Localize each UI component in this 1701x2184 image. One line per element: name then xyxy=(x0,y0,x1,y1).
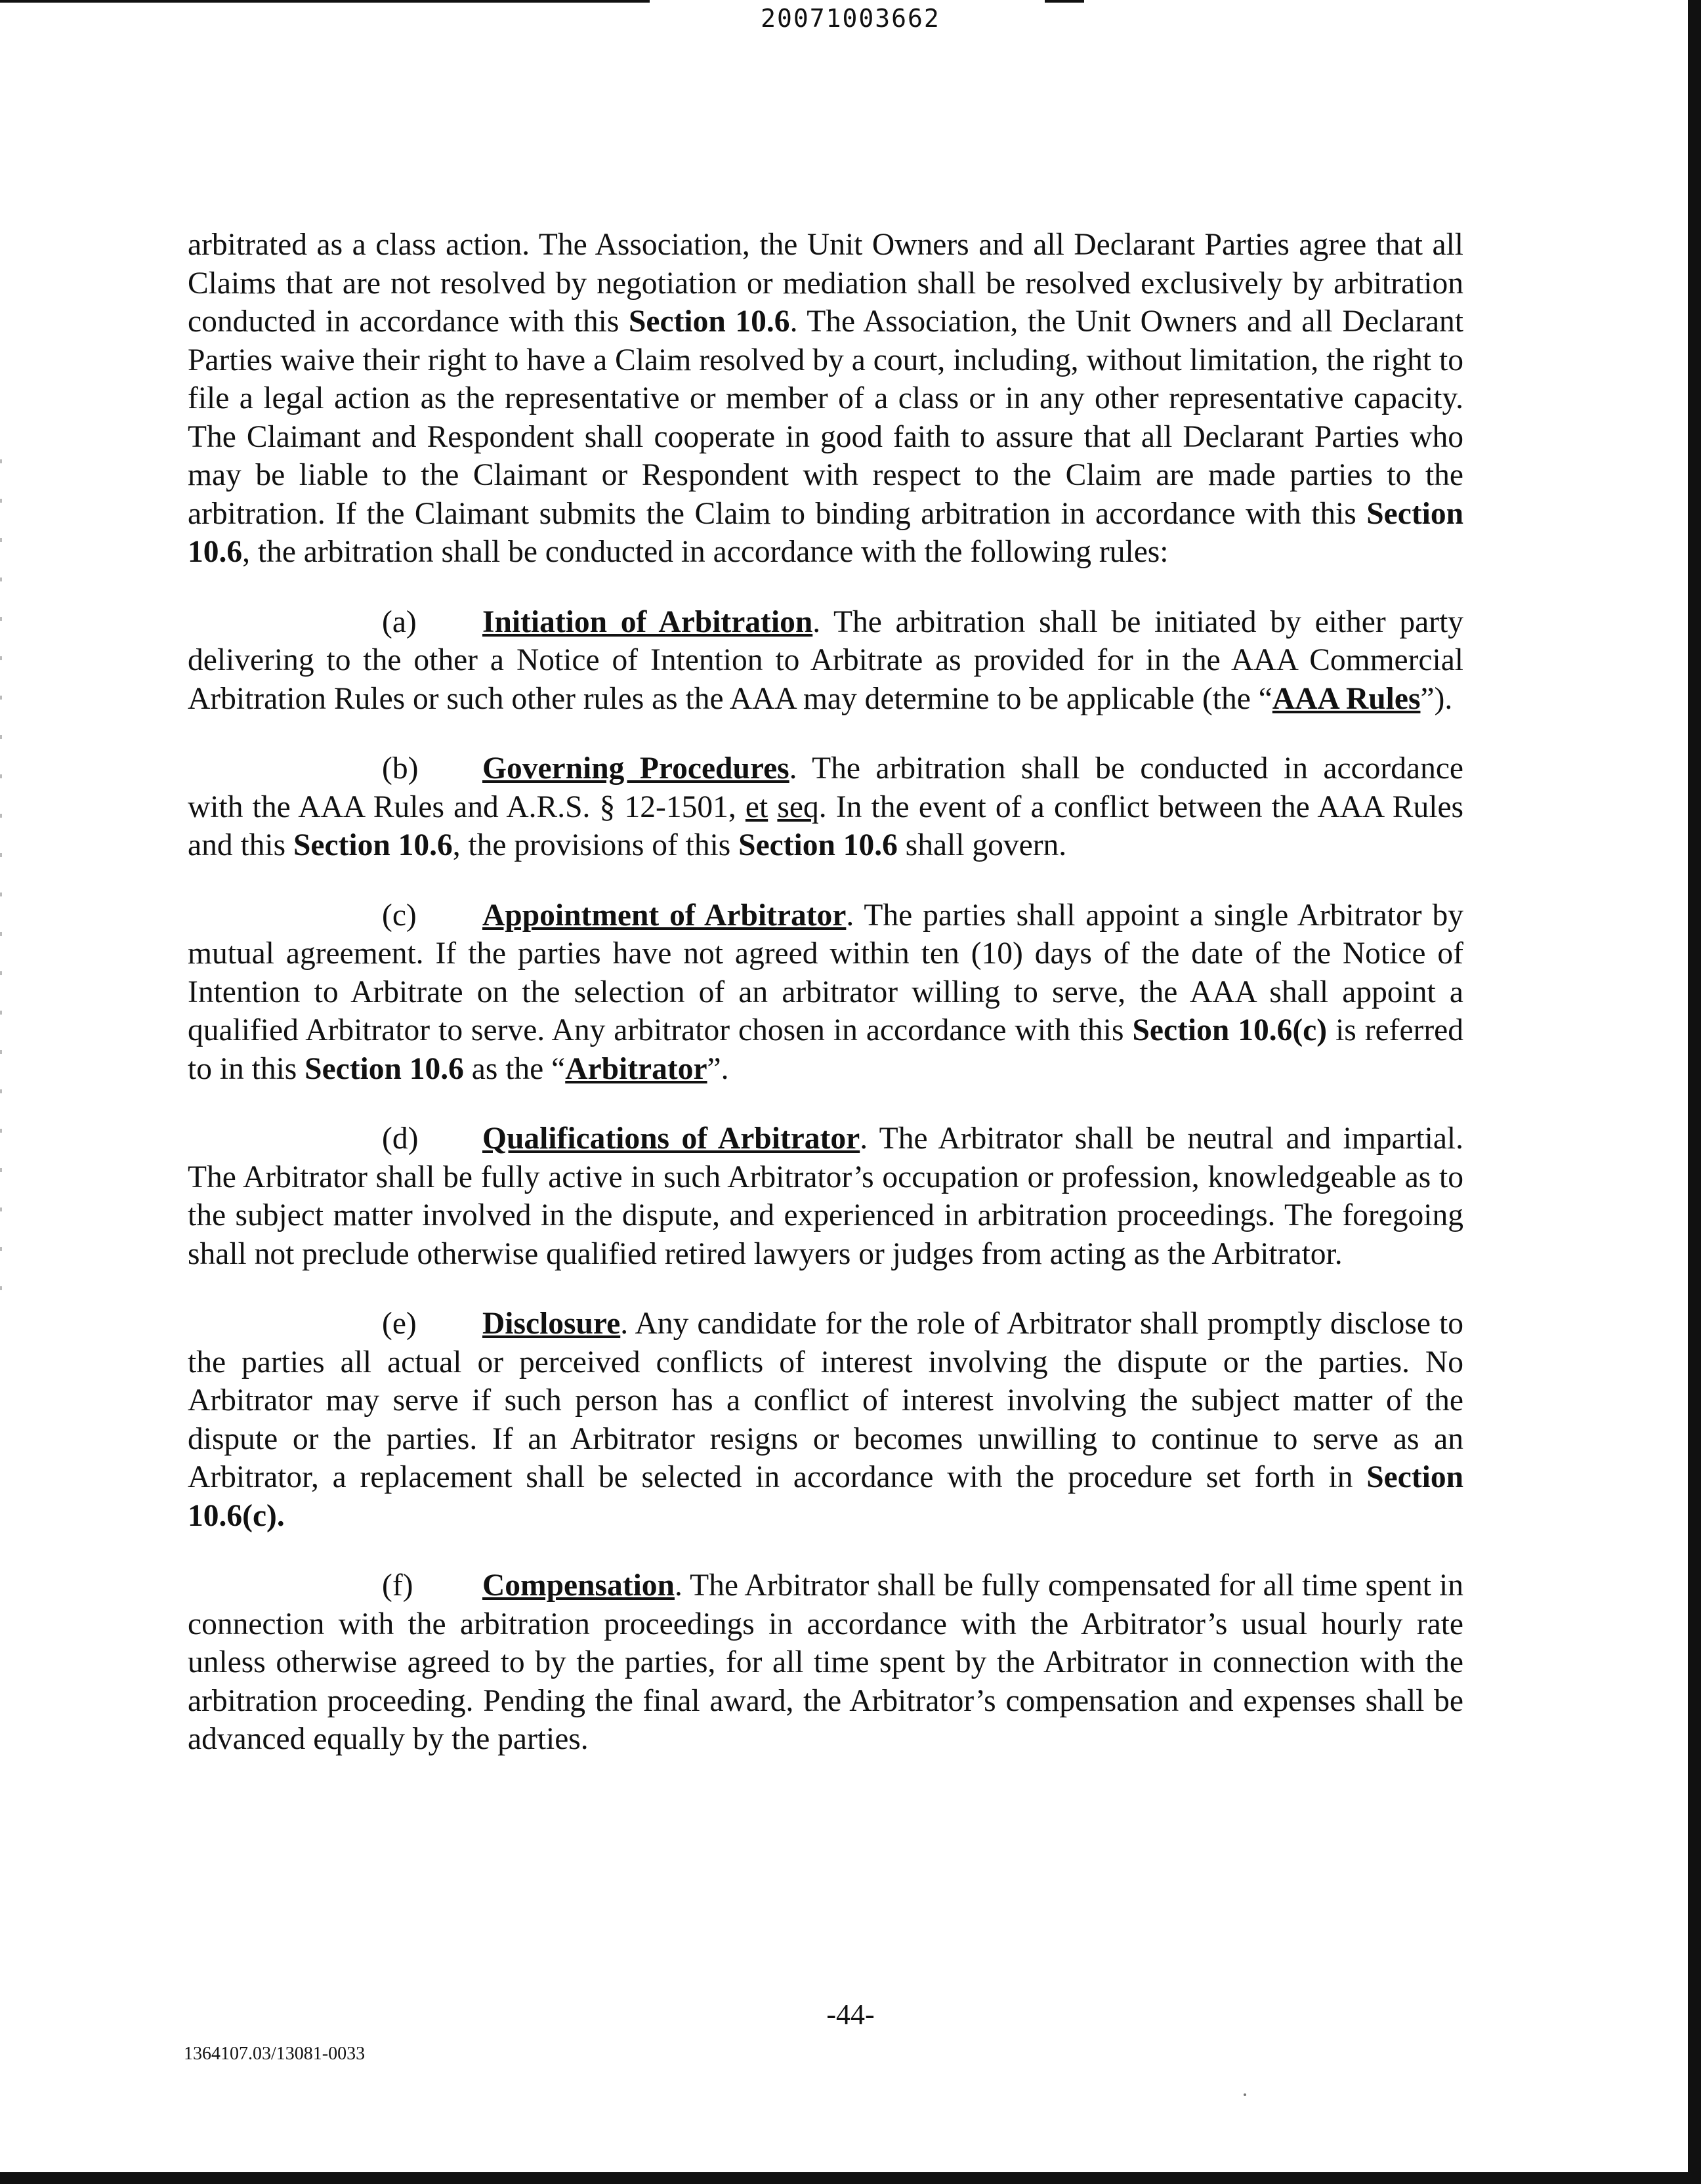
clause-heading: Compensation xyxy=(482,1568,675,1603)
clause-text: . The arbitration shall be initiated by either party delivering to the other a Notice of Intention to Arbitrate as provided for in the AAA Commercial Arbitration Rules or such other rules as the AAA may determine to be applicable (the “ xyxy=(188,604,1464,716)
clause-heading: Disclosure xyxy=(482,1307,621,1341)
top-scan-rule-short xyxy=(1045,0,1084,3)
clause-text: shall govern. xyxy=(897,828,1067,862)
clause-heading: Qualifications of Arbitrator xyxy=(482,1122,860,1156)
section-ref: Section 10.6 xyxy=(738,828,898,862)
clause-letter: (e) xyxy=(382,1307,417,1341)
clause-text: . Any candidate for the role of Arbitrator shall promptly disclose to the parties all actual or perceived conflicts of interest involving the dispute or the parties. No Arbitrator may serve if such person has a conflict of interest involving the subject matter of the dispute or the parties. If an Arbitrator resigns or becomes unwilling to continue to serve as an Arbitrator, a replacement shall be selected in accordance with the procedure set forth in xyxy=(188,1307,1463,1494)
clause-c xyxy=(188,896,1463,1089)
clause-heading: Initiation of Arbitration xyxy=(482,604,813,639)
section-ref: Section 10.6(c) xyxy=(1132,1013,1328,1047)
section-ref: Section 10.6 xyxy=(188,496,1463,569)
intro-text-3: , the arbitration shall be conducted in accordance with the following rules: xyxy=(242,535,1169,569)
latin-seq: seq xyxy=(777,789,819,824)
section-ref: Section 10.6 xyxy=(629,304,790,339)
bottom-scan-border xyxy=(0,2172,1701,2184)
clause-letter: (c) xyxy=(382,898,417,933)
left-edge-specks xyxy=(0,459,2,1312)
clause-letter: (b) xyxy=(382,751,419,786)
scan-speck xyxy=(1244,2093,1246,2096)
clause-text: as the “ xyxy=(463,1051,566,1086)
clause-text: . The arbitration shall be conducted in accordance with the AAA Rules and A.R.S. § 12-1501, xyxy=(188,751,1463,824)
document-number: 20071003662 xyxy=(761,4,940,33)
defined-term: AAA Rules xyxy=(1272,681,1421,716)
page-number: -44- xyxy=(826,1998,875,2030)
clause-heading: Governing Procedures xyxy=(482,751,789,786)
space xyxy=(768,790,777,824)
clause-text: . The parties shall appoint a single Arbitrator by mutual agreement. If the parties have not agreed within ten (10) days of the date of the Notice of Intention to Arbitrate on the selection of an arbitrator willing to serve, the AAA shall appoint a qualified Arbitrator to serve. Any arbitrator chosen in accordance with this xyxy=(188,898,1463,1047)
clause-d xyxy=(188,1120,1463,1273)
clause-text: . The Arbitrator shall be neutral and impartial. The Arbitrator shall be fully active in such Arbitrator’s occupation or profession, knowledgeable as to the subject matter involved in the dispute, and experienced in arbitration proceedings. The foregoing shall not preclude otherwise qualified retired lawyers or judges from acting as the Arbitrator. xyxy=(188,1122,1463,1271)
clause-letter: (d) xyxy=(382,1122,419,1156)
page-body xyxy=(188,226,1463,1790)
clause-f xyxy=(188,1566,1463,1759)
clause-letter: (a) xyxy=(382,604,417,639)
section-ref: Section 10.6 xyxy=(293,828,453,862)
document-id: 1364107.03/13081-0033 xyxy=(184,2044,366,2064)
clause-b xyxy=(188,749,1463,865)
clause-text: ”). xyxy=(1420,681,1453,716)
clause-heading: Appointment of Arbitrator xyxy=(482,898,847,933)
section-ref: Section 10.6(c). xyxy=(188,1460,1463,1533)
clause-text: , the provisions of this xyxy=(452,828,739,862)
intro-paragraph xyxy=(188,226,1463,572)
clause-text: . The Arbitrator shall be fully compensated for all time spent in connection with the arbitration proceedings in accordance with the Arbitrator’s usual hourly rate unless otherwise agreed to by the parties, for all time spent by the Arbitrator in connection with the arbitration proceeding. Pending the final award, the Arbitrator’s compensation and expenses shall be advanced equally by the parties. xyxy=(188,1568,1463,1756)
clause-text: is referred to in this xyxy=(188,1013,1464,1086)
clause-a xyxy=(188,603,1463,719)
defined-term: Arbitrator xyxy=(565,1051,707,1086)
intro-text-1: arbitrated as a class action. The Association, the Unit Owners and all Declarant Parties agree that all Claims that are not resolved by negotiation or mediation shall be resolved exclusively by arbitration conducted in accordance with this xyxy=(188,228,1463,339)
latin-et: et xyxy=(745,789,768,824)
right-scan-border xyxy=(1688,0,1701,2184)
intro-text-2: . The Association, the Unit Owners and all Declarant Parties waive their right to have a Claim resolved by a court, including, without limitation, the right to file a legal action as the representative or member of a class or in any other representative capacity. The Claimant and Respondent shall cooperate in good faith to assure that all Declarant Parties who may be liable to the Claimant or Respondent with respect to the Claim are made parties to the arbitration. If the Claimant submits the Claim to binding arbitration in accordance with this xyxy=(188,304,1463,531)
clause-text: . In the event of a conflict between the AAA Rules and this xyxy=(188,789,1464,862)
clause-letter: (f) xyxy=(382,1568,413,1603)
clause-text: ”. xyxy=(707,1051,729,1086)
clause-e xyxy=(188,1305,1463,1535)
section-ref: Section 10.6 xyxy=(304,1051,464,1086)
top-scan-rule xyxy=(0,0,650,3)
